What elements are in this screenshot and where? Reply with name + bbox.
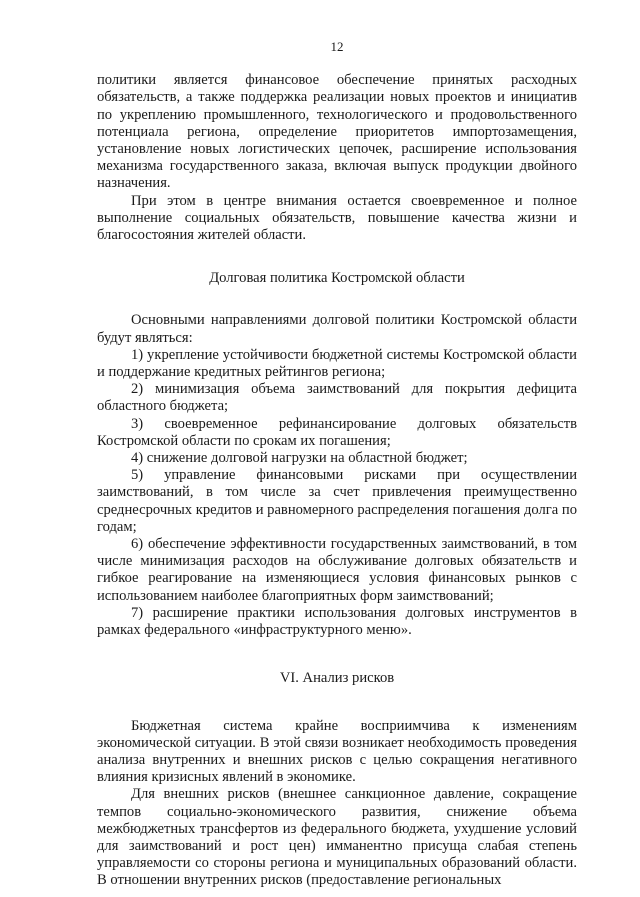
risk-paragraph-1: Бюджетная система крайне восприимчива к изменениям экономической ситуации. В этой связи возникает необходимость проведения анализа внутренних и внешних рисков с целью сокращения негативного влияния кризисных явлений в экономике. [97, 717, 577, 786]
document-page [97, 38, 577, 890]
debt-item-1: 1) укрепление устойчивости бюджетной системы Костромской области и поддержание кредитных рейтингов региона; [97, 346, 577, 381]
intro-paragraph: политики является финансовое обеспечение принятых расходных обязательств, а также поддержка реализации новых проектов и инициатив по укреплению промышленного, технологического и продовольственного потенциала региона, определение приоритетов импортозамещения, установление новых логистических цепочек, расширение использования механизма государственного заказа, включая выпуск продукции двойного назначения. [97, 72, 577, 192]
debt-item-2: 2) минимизация объема заимствований для покрытия дефицита областного бюджета; [97, 381, 577, 415]
debt-item-3: 3) своевременное рефинансирование долговых обязательств Костромской области по срокам их погашения; [97, 415, 577, 449]
debt-item-6: 6) обеспечение эффективности государственных заимствований, в том числе минимизация расходов на обслуживание долговых обязательств и гибкое реагирование на изменяющиеся условия финансовых рынков с использованием наиболее благоприятных форм заимствований; [97, 536, 577, 604]
debt-item-7: 7) расширение практики использования долговых инструментов в рамках федерального «инфраструктурного меню». [97, 604, 577, 639]
risk-analysis-heading: VI. Анализ рисков [279, 670, 395, 687]
page-number: 12 [330, 39, 344, 54]
risk-paragraph-2: Для внешних рисков (внешнее санкционное давление, сокращение темпов социально-экономического развития, снижение объема межбюджетных трансфертов из федерального бюджета, ухудшение условий для заимствований и рост цен) имманентно присуща слабая степень управляемости со стороны региона и муниципальных образований области. В отношении внутренних рисков (предоставление региональных [97, 786, 577, 889]
debt-item-5: 5) управление финансовыми рисками при осуществлении заимствований, в том числе за счет привлечения преимущественно среднесрочных кредитов и равномерного распределения погашения долга по годам; [97, 467, 577, 535]
focus-paragraph: При этом в центре внимания остается своевременное и полное выполнение социальных обязательств, повышение качества жизни и благосостояния жителей области. [97, 192, 577, 244]
debt-policy-heading: Долговая политика Костромской области [209, 270, 465, 287]
debt-intro-paragraph: Основными направлениями долговой политики Костромской области будут являться: [97, 312, 577, 346]
debt-item-4: 4) снижение долговой нагрузки на областной бюджет; [131, 450, 468, 467]
